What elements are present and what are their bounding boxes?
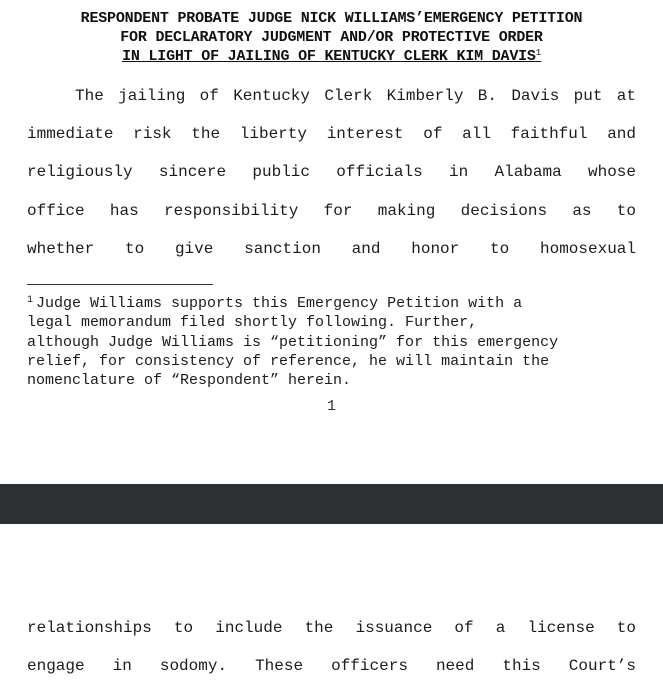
- footnote-separator: [27, 284, 213, 285]
- footnote-line: although Judge Williams is “petitioning” for this emergency: [27, 334, 559, 351]
- body-line: The jailing of Kentucky Clerk Kimberly B. Davis put at: [75, 87, 636, 105]
- footnote-line-text: Judge Williams supports this Emergency Petition with a: [36, 295, 523, 312]
- footnote-line: legal memorandum filed shortly following. Further,: [27, 314, 478, 331]
- title-line-1: RESPONDENT PROBATE JUDGE NICK WILLIAMS’EMERGENCY PETITION: [80, 10, 583, 27]
- title-line-3-text: IN LIGHT OF JAILING OF KENTUCKY CLERK KIM DAVIS: [122, 48, 536, 65]
- page-number: 1: [326, 398, 336, 415]
- footnote-line: relief, for consistency of reference, he will maintain the: [27, 353, 550, 370]
- page-gap: [0, 484, 663, 524]
- body-line: immediate risk the liberty interest of all faithful and: [27, 125, 636, 143]
- footnote-line: [27, 294, 637, 315]
- document-page-2: [0, 524, 663, 686]
- body-line: whether to give sanction and honor to homosexual: [27, 240, 636, 258]
- body-line: engage in sodomy. These officers need this Court’s: [27, 657, 636, 675]
- title-line-2: FOR DECLARATORY JUDGMENT AND/OR PROTECTIVE ORDER: [120, 29, 543, 46]
- title-line-3: [0, 47, 663, 66]
- footnote-marker: 1: [27, 295, 34, 306]
- body-line: office has responsibility for making decisions as to: [27, 202, 636, 220]
- footnote-line: nomenclature of “Respondent” herein.: [27, 372, 352, 389]
- body-line: relationships to include the issuance of a license to: [27, 619, 636, 637]
- body-line: religiously sincere public officials in Alabama whose: [27, 163, 636, 181]
- title-footnote-ref: 1: [535, 48, 541, 58]
